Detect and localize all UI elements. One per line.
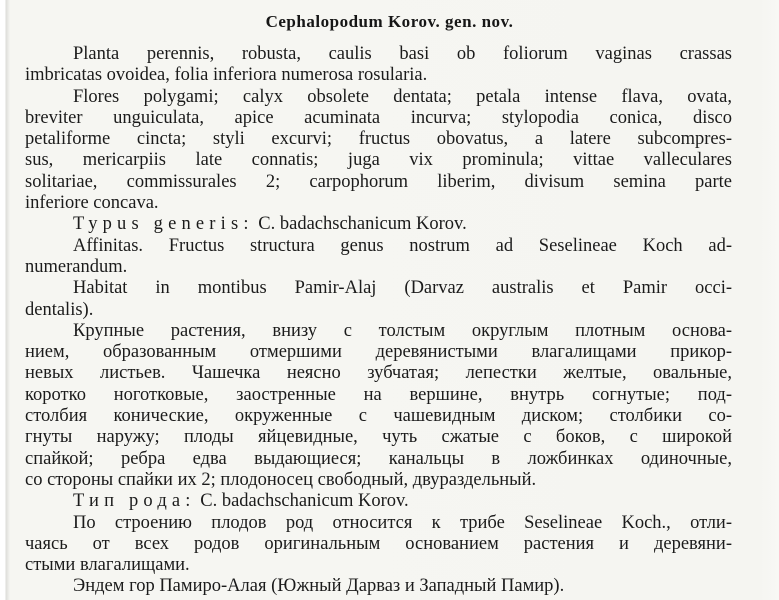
text-line: спайкой; ребра едва выдающиеся; канальцы в ложбинках одиночные, — [25, 448, 732, 469]
text-line: нием, образованным отмершими деревянистыми влагалищами прикор- — [25, 342, 732, 363]
text-line: imbricatas ovoidea, folia inferiora numerosa rosularia. — [25, 65, 428, 86]
typus-generis-label: Typus generis: — [73, 214, 254, 235]
text-line: со стороны спайки их 2; плодоносец свободный, двураздельный. — [25, 469, 537, 490]
tip-roda-value: C. badachschanicum Korov. — [195, 491, 409, 512]
text-line: коротко ноготковые, заостренные на вершине, внутрь согнутые; под- — [25, 384, 732, 405]
text-line: Эндем гор Памиро-Алая (Южный Дарваз и Западный Памир). — [73, 576, 565, 597]
text-line: Habitat in montibus Pamir-Alaj (Darvaz australis et Pamir occi- — [73, 278, 732, 299]
text-line: стыми влагалищами. — [25, 555, 190, 576]
text-block — [25, 44, 732, 598]
text-line: Affinitas. Fructus structura genus nostrum ad Seselineae Koch ad- — [73, 235, 732, 256]
text-line: гнуты наружу; плоды яйцевидные, чуть сжатые с боков, с широкой — [25, 427, 732, 448]
text-line: По строению плодов род относится к трибе Seselineae Koch., отли- — [73, 512, 732, 533]
text-line: Flores polygami; calyx obsolete dentata; petala intense flava, ovata, — [73, 86, 732, 107]
text-line: невых листьев. Чашечка неясно зубчатая; лепестки желтые, овальные, — [25, 363, 732, 384]
tip-roda-label: Тип рода: — [73, 491, 196, 512]
genus-heading: Cephalopodum Korov. gen. nov. — [265, 12, 514, 31]
typus-generis-line — [25, 214, 732, 235]
text-line: чаясь от всех родов оригинальным основанием растения и деревяни- — [25, 533, 732, 554]
typus-generis-value: C. badachschanicum Korov. — [253, 214, 467, 235]
text-line: solitariae, commissurales 2; carpophorum liberim, divisum semina parte — [25, 171, 732, 192]
text-line: numerandum. — [25, 256, 128, 277]
tip-roda-line — [25, 491, 732, 512]
text-line: столбия конические, окруженные с чашевидным диском; столбики со- — [25, 406, 732, 427]
text-line: petaliforme cincta; styli excurvi; fructus obovatus, a latere subcompres- — [25, 129, 732, 150]
text-line: sus, mericarpiis late connatis; juga vix prominula; vittae valleculares — [25, 150, 732, 171]
text-line: Крупные растения, внизу с толстым округлым плотным основа- — [73, 320, 732, 341]
text-line: Planta perennis, robusta, caulis basi ob foliorum vaginas crassas — [73, 44, 732, 64]
text-line: breviter unguiculata, apice acuminata incurva; stylopodia conica, disco — [25, 107, 732, 128]
text-line: dentalis). — [25, 299, 94, 320]
text-line: inferiore concava. — [25, 193, 159, 214]
